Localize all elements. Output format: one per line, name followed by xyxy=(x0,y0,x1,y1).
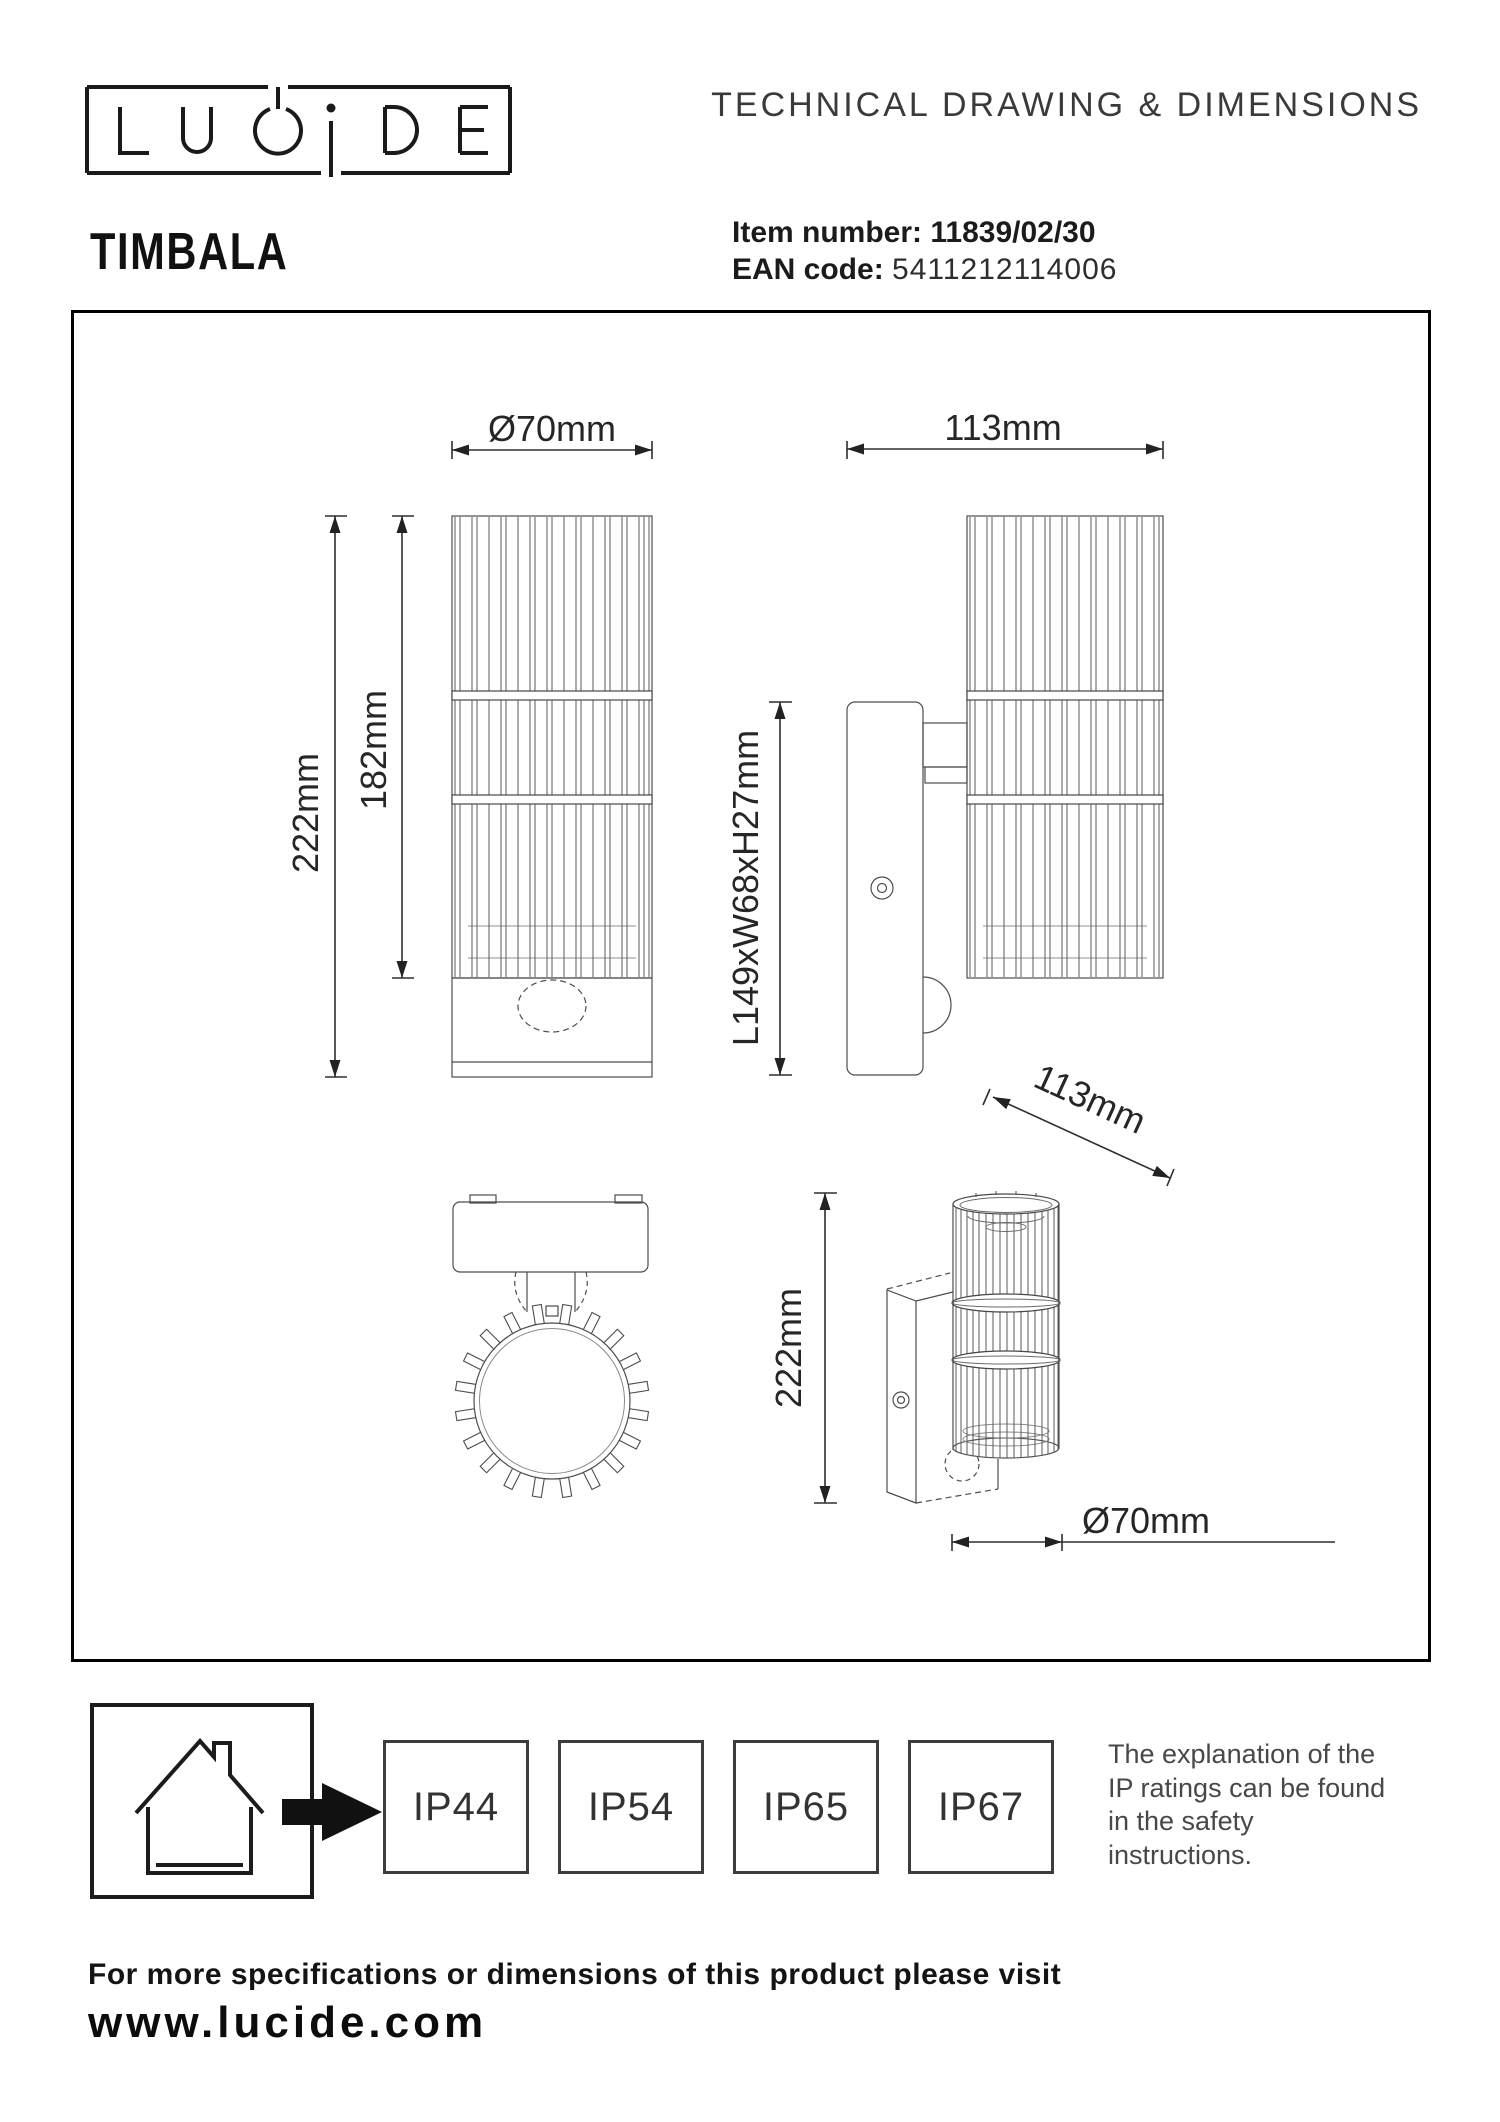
ip44-label: IP44 xyxy=(412,1784,500,1829)
ip-note-line2: IP ratings can be found xyxy=(1108,1772,1386,1803)
dim-front-diameter: Ø70mm xyxy=(487,408,617,449)
pir-sensor-side xyxy=(923,977,951,1033)
dim-front-total-height: 222mm xyxy=(285,752,326,874)
ean-label: EAN code: xyxy=(732,253,884,286)
page-title: TECHNICAL DRAWING & DIMENSIONS xyxy=(711,86,1422,124)
dim-side-depth: 113mm xyxy=(944,407,1062,448)
dim-persp-height: 222mm xyxy=(768,1287,809,1409)
ean-row xyxy=(732,251,1117,288)
lucide-logo xyxy=(85,85,512,177)
indoor-outdoor-icon xyxy=(90,1703,390,1903)
arrow-right-icon xyxy=(282,1783,382,1841)
ip54-label: IP54 xyxy=(587,1784,675,1829)
cylinder-top-gear xyxy=(455,1304,648,1497)
side-view xyxy=(847,516,1163,1075)
wall-plate-top xyxy=(453,1202,648,1272)
footer-url: www.lucide.com xyxy=(88,1998,488,2047)
front-view xyxy=(452,516,652,1077)
item-number-row xyxy=(732,214,1117,251)
technical-drawing-canvas xyxy=(71,310,1431,1662)
footer-text: For more specifications or dimensions of this product please visit xyxy=(88,1958,1062,1991)
logo-i-dot-icon xyxy=(327,104,336,113)
ip65-label: IP65 xyxy=(762,1784,850,1829)
dimension-labels xyxy=(285,407,1210,1541)
wall-plate-side xyxy=(847,702,923,1075)
ip67-label: IP67 xyxy=(937,1784,1025,1829)
ip-rating-ip65 xyxy=(733,1740,879,1874)
ip-rating-ip67 xyxy=(908,1740,1054,1874)
product-name: TIMBALA xyxy=(90,223,289,281)
dim-persp-depth: 113mm xyxy=(1028,1055,1153,1142)
top-view xyxy=(453,1195,649,1498)
cylinder-3d xyxy=(952,1191,1060,1458)
ip-rating-ip54 xyxy=(558,1740,704,1874)
item-number-label: Item number: xyxy=(732,216,923,249)
item-number-value: 11839/02/30 xyxy=(930,216,1096,249)
ip-note xyxy=(1108,1738,1385,1872)
pir-sensor-front xyxy=(518,980,586,1032)
ip-note-line4: instructions. xyxy=(1108,1839,1253,1870)
item-info xyxy=(732,214,1117,288)
ip-note-line1: The explanation of the xyxy=(1108,1739,1376,1769)
ip-note-line3: in the safety xyxy=(1108,1806,1254,1836)
ip-rating-ip44 xyxy=(383,1740,529,1874)
dim-persp-diameter: Ø70mm xyxy=(1081,1500,1211,1541)
screw-icon xyxy=(871,877,893,899)
dim-front-body-height: 182mm xyxy=(353,689,394,811)
dim-side-plate: L149xW68xH27mm xyxy=(725,729,766,1047)
ean-value: 5411212114006 xyxy=(892,253,1118,286)
house-icon xyxy=(136,1741,263,1873)
perspective-view xyxy=(887,1191,1060,1503)
